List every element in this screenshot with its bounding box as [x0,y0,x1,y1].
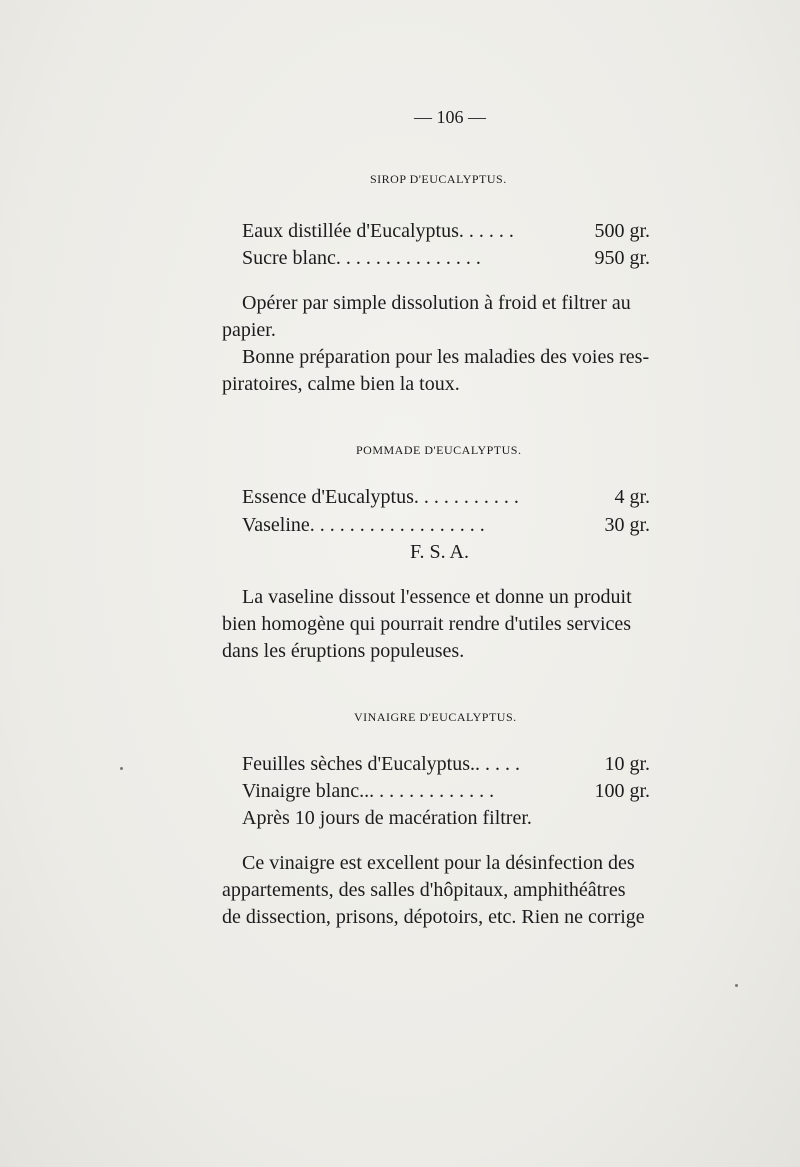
ingredient-quantity: 500 gr. [594,220,650,242]
sirop-paragraph-1-line-2: papier. [222,319,276,341]
pommade-paragraph-line-3: dans les éruptions populeuses. [222,640,465,662]
ingredient-quantity: 950 gr. [594,247,650,269]
ingredient-name: Feuilles sèches d'Eucalyptus.. . . . . [242,753,520,775]
pommade-paragraph-line-2: bien homogène qui pourrait rendre d'utiles services [222,613,632,635]
ingredient-name: Vaseline. . . . . . . . . . . . . . . . . . [242,514,485,536]
vinaigre-paragraph-line-1: Ce vinaigre est excellent pour la désinfection des [242,852,635,874]
pommade-ingredient-2 [242,512,650,538]
ingredient-quantity: 10 gr. [604,753,650,775]
vinaigre-instruction: Après 10 jours de macération filtrer. [242,807,532,829]
scan-speck [120,767,123,770]
sirop-ingredient-1 [242,218,650,244]
vinaigre-ingredient-1 [242,751,650,777]
sirop-paragraph-2-line-2: piratoires, calme bien la toux. [222,373,460,395]
ingredient-name: Eaux distillée d'Eucalyptus. . . . . . [242,220,514,242]
ingredient-quantity: 30 gr. [604,514,650,536]
fsa-instruction: F. S. A. [410,541,469,563]
ingredient-name: Sucre blanc. . . . . . . . . . . . . . . [242,247,481,269]
vinaigre-ingredient-2 [242,778,650,804]
page-number: — 106 — [414,107,486,127]
pommade-ingredient-1 [242,484,650,510]
ingredient-name: Essence d'Eucalyptus. . . . . . . . . . . [242,486,519,508]
vinaigre-heading: VINAIGRE D'EUCALYPTUS. [354,710,517,724]
sirop-paragraph-2-line-1: Bonne préparation pour les maladies des voies res- [242,346,650,368]
ingredient-quantity: 100 gr. [594,780,650,802]
vinaigre-paragraph-line-2: appartements, des salles d'hôpitaux, amphithéâtres [222,879,626,901]
pommade-paragraph-line-1: La vaseline dissout l'essence et donne un produit [242,586,632,608]
ingredient-name: Vinaigre blanc... . . . . . . . . . . . . [242,780,495,802]
ingredient-quantity: 4 gr. [614,486,650,508]
sirop-heading: SIROP D'EUCALYPTUS. [370,172,507,186]
vinaigre-paragraph-line-3: de dissection, prisons, dépotoirs, etc. Rien ne corrige [222,906,645,928]
pommade-heading: POMMADE D'EUCALYPTUS. [356,443,522,457]
sirop-ingredient-2 [242,245,650,271]
sirop-paragraph-1-line-1: Opérer par simple dissolution à froid et filtrer au [242,292,631,314]
scan-speck [735,984,738,987]
